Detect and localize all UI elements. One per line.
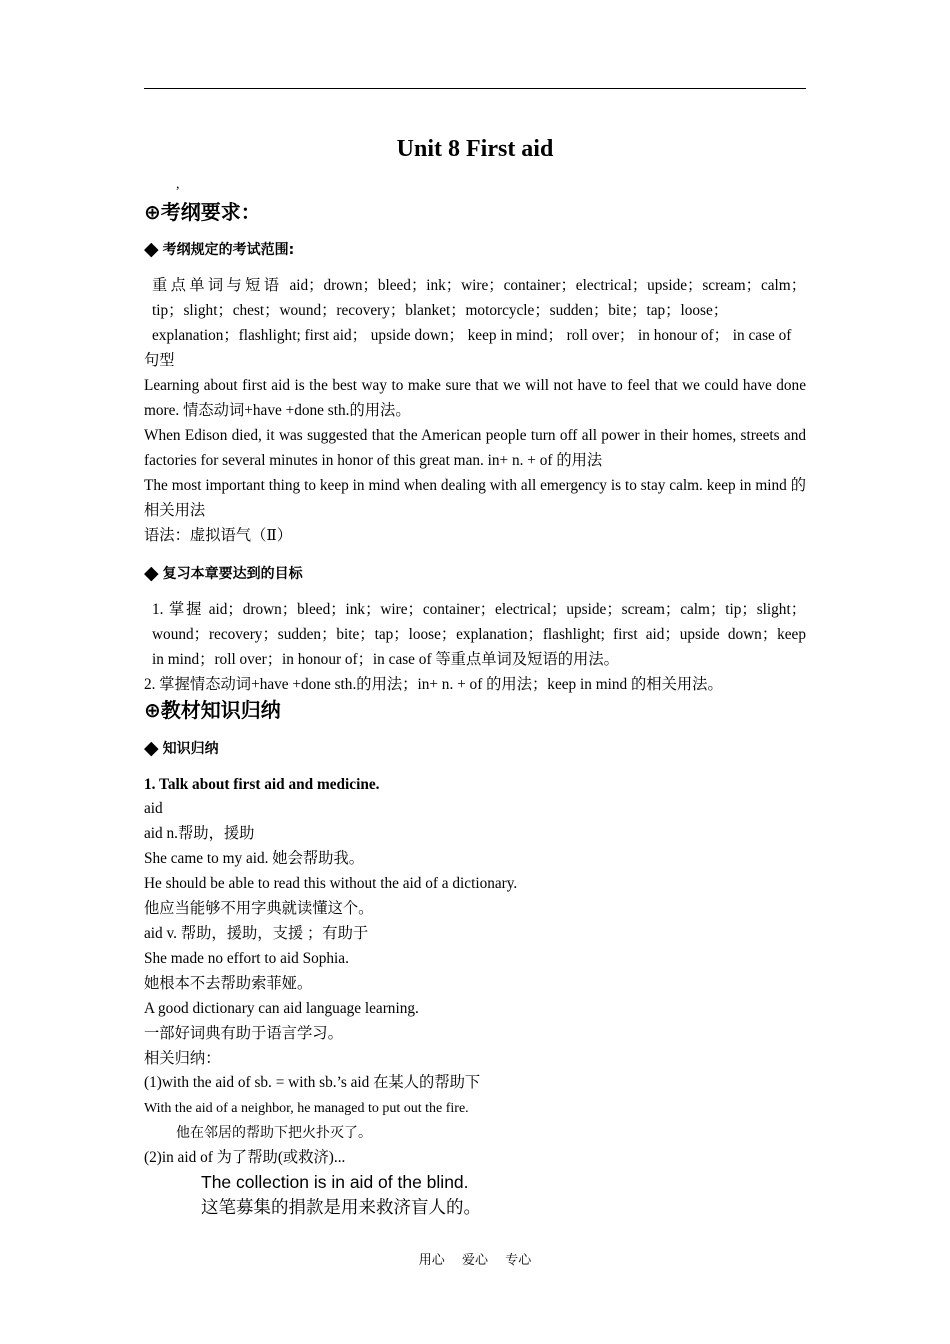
knowledge-line: aid v. 帮助，援助，支援 ；有助于 (144, 925, 369, 942)
section-heading-knowledge: ⊕教材知识归纳 (144, 698, 281, 722)
knowledge-line: 他应当能够不用字典就读懂这个。 (144, 900, 374, 917)
knowledge-line: She made no effort to aid Sophia. (144, 950, 349, 967)
knowledge-line: 一部好词典有助于语言学习。 (144, 1025, 343, 1042)
topic-heading: 1. Talk about first aid and medicine. (144, 776, 380, 793)
pattern-3: The most important thing to keep in mind when dealing with all emergency is to stay calm. keep in mind 的相关用法 (144, 477, 806, 519)
knowledge-line: aid n.帮助，援助 (144, 825, 255, 842)
sub-heading-knowledge-label: 知识归纳 (162, 741, 219, 757)
goal-1: 1. 掌握 aid；drown；bleed；ink；wire；container；electrical；upside；scream；calm；tip；slight；wound；recovery；sudden；bite；tap；loose；explanation；flashlight; first aid；upside down；keep in mind；roll over；in honour of；in case of 等重点单词及短语的用法。 (152, 601, 806, 668)
goal-2: 2. 掌握情态动词+have +done sth.的用法；in+ n. + of 的用法；keep in mind 的相关用法。 (144, 676, 723, 693)
page-footer: 用心 爱心 专心 (418, 1252, 532, 1267)
knowledge-line: He should be able to read this without the aid of a dictionary. (144, 875, 518, 892)
diamond-icon: ◆ (144, 238, 159, 260)
pattern-label: 句型 (144, 352, 175, 369)
diamond-icon: ◆ (144, 562, 159, 584)
stray-mark: , (176, 177, 180, 192)
sub-heading-goals (144, 562, 806, 585)
example-english: The collection is in aid of the blind. (201, 1172, 469, 1192)
knowledge-line: She came to my aid. 她会帮助我。 (144, 850, 365, 867)
example-chinese: 这笔募集的捐款是用来救济盲人的。 (201, 1197, 481, 1217)
knowledge-line: aid (144, 800, 163, 817)
knowledge-line: 相关归纳： (144, 1050, 221, 1067)
grammar-line: 语法：虚拟语气（Ⅱ） (144, 527, 293, 544)
sub-heading-goals-label: 复习本章要达到的目标 (162, 566, 303, 582)
sub-heading-knowledge (144, 737, 806, 760)
pattern-2: When Edison died, it was suggested that the American people turn off all power in their homes, streets and factories for several minutes in honor of this great man. in+ n. + of 的用法 (144, 427, 806, 469)
knowledge-line: A good dictionary can aid language learning. (144, 1000, 419, 1017)
pattern-1: Learning about first aid is the best way to make sure that we will not have to feel that we could have done more. 情态动词+have +done sth.的用法。 (144, 377, 806, 419)
knowledge-line: 她根本不去帮助索菲娅。 (144, 975, 313, 992)
page-title: Unit 8 First aid (396, 136, 554, 162)
knowledge-line: (1)with the aid of sb. = with sb.’s aid 在某人的帮助下 (144, 1074, 481, 1091)
example-english: With the aid of a neighbor, he managed to put out the fire. (144, 1101, 469, 1116)
sub-heading-scope-label: 考纲规定的考试范围: (162, 242, 295, 258)
knowledge-item-2: (2)in aid of 为了帮助(或救济)... (144, 1149, 346, 1166)
example-chinese: 他在邻居的帮助下把火扑灭了。 (176, 1126, 372, 1141)
section-heading-requirements: ⊕考纲要求： (144, 200, 261, 224)
header-rule (144, 88, 806, 89)
vocab-list: 重点单词与短语 aid；drown；bleed；ink；wire；container；electrical；upside；scream；calm；tip；slight；chest；wound；recovery；blanket；motorcycle；sudden；bite；tap；loose；explanation；flashlight; first aid； upside down； keep in mind； roll over； in honour of； in case of (152, 277, 806, 344)
diamond-icon: ◆ (144, 737, 159, 759)
sub-heading-scope (144, 238, 806, 261)
